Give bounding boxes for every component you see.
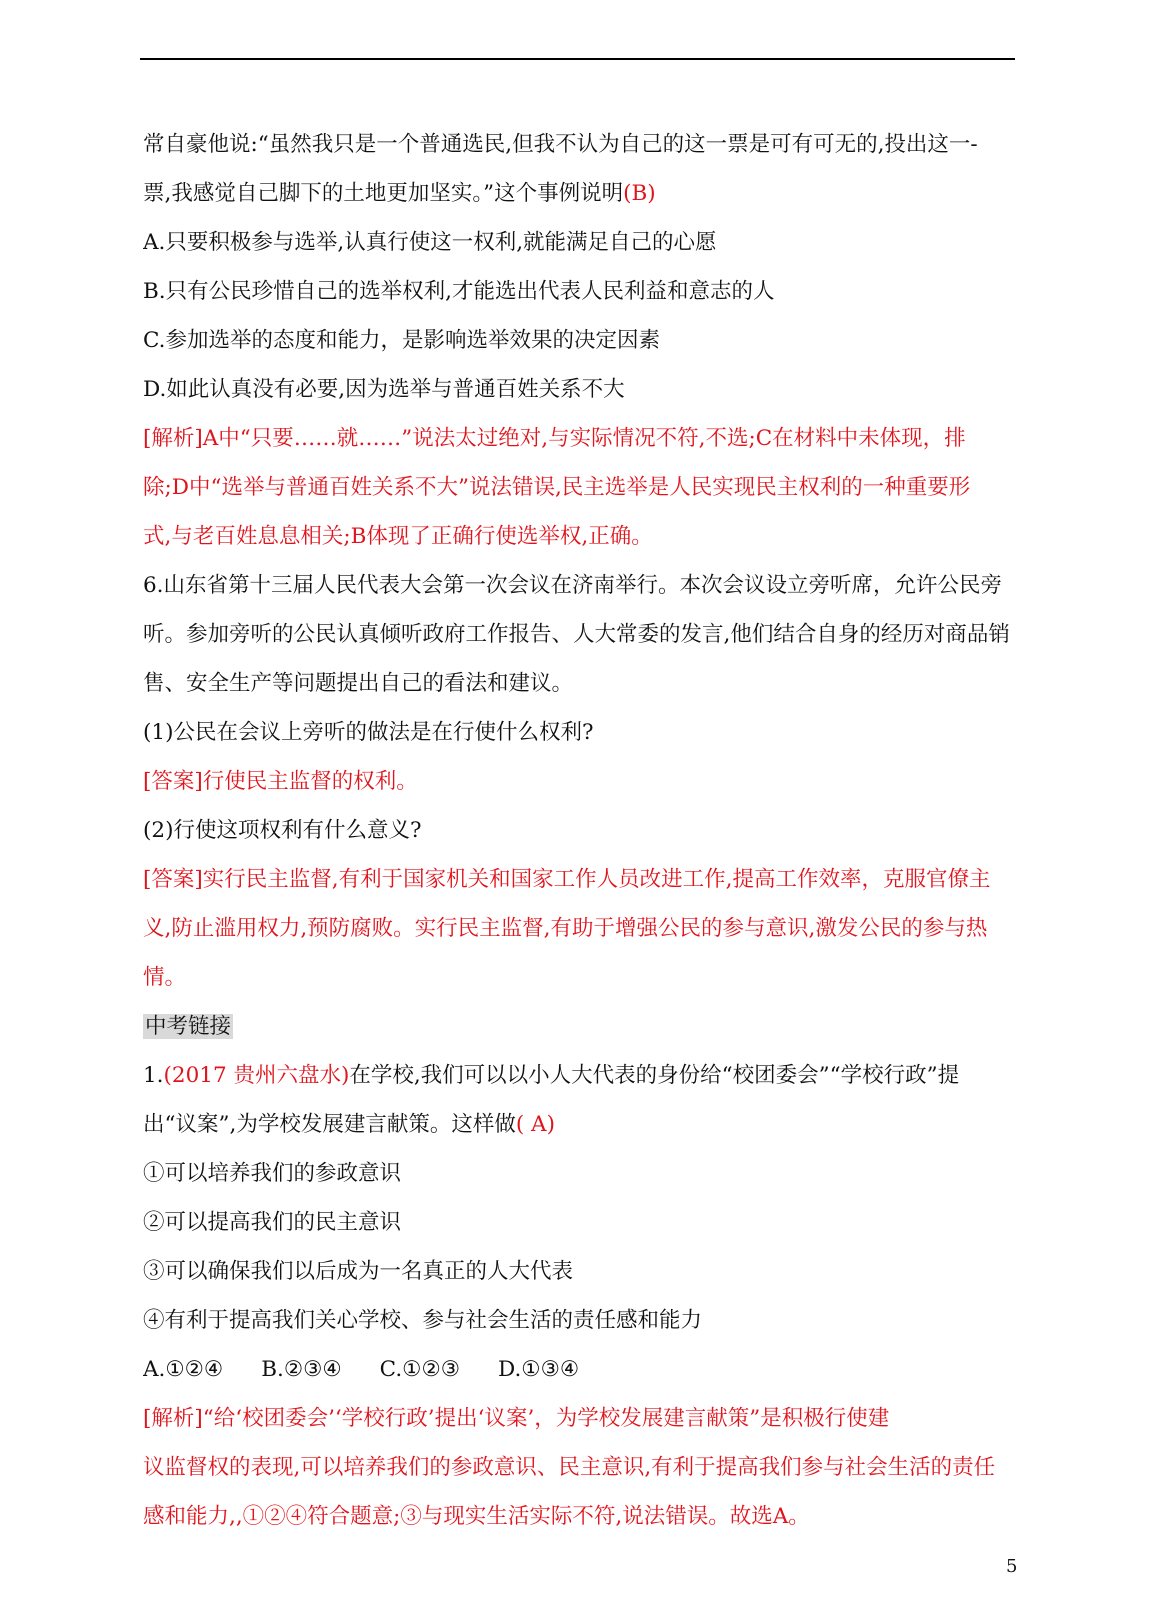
q5-option-c: C.参加选举的态度和能力，是影响选举效果的决定因素: [143, 328, 661, 353]
link1-analysis-line: 感和能力,,①②④符合题意;③与现实生活实际不符,说法错误。故选A。: [143, 1504, 810, 1529]
q6-subquestion-1: (1)公民在会议上旁听的做法是在行使什么权利?: [143, 720, 594, 745]
link1-source: (2017 贵州六盘水): [163, 1063, 350, 1088]
q5-option-a: A.只要积极参与选举,认真行使这一权利,就能满足自己的心愿: [143, 230, 717, 255]
link1-choice-b: B.②③④: [261, 1357, 342, 1382]
section-title: 中考链接: [145, 1014, 232, 1039]
q5-analysis-line: 式,与老百姓息息相关;B体现了正确行使选举权,正确。: [143, 524, 653, 549]
link1-choices: [143, 1345, 1018, 1394]
q6-answer-2-line: [答案]实行民主监督,有利于国家机关和国家工作人员改进工作,提高工作效率，克服官僚主: [143, 867, 991, 892]
link1-choice-d: D.①③④: [498, 1357, 580, 1382]
q6-answer-2-line: 义,防止滥用权力,预防腐败。实行民主监督,有助于增强公民的参与意识,激发公民的参与热: [143, 916, 988, 941]
link1-item-4: ④有利于提高我们关心学校、参与社会生活的责任感和能力: [143, 1308, 703, 1333]
link1-analysis-line: 议监督权的表现,可以培养我们的参政意识、民主意识,有利于提高我们参与社会生活的责任: [143, 1455, 996, 1480]
q5-analysis-line: [解析]A中“只要……就……”说法太过绝对,与实际情况不符,不选;C在材料中未体现，排: [143, 426, 966, 451]
link1-choice-a: A.①②④: [143, 1357, 224, 1382]
q5-answer: (B): [623, 181, 656, 206]
q6-stem-line: 6.山东省第十三届人民代表大会第一次会议在济南举行。本次会议设立旁听席，允许公民旁: [143, 573, 1003, 598]
header-rule: [140, 58, 1015, 60]
q5-option-b: B.只有公民珍惜自己的选举权利,才能选出代表人民利益和意志的人: [143, 279, 775, 304]
q6-stem-line: 售、安全生产等问题提出自己的看法和建议。: [143, 671, 574, 696]
q6-answer-2-line: 情。: [143, 965, 187, 990]
q5-analysis-line: 除;D中“选举与普通百姓关系不大”说法错误,民主选举是人民实现民主权利的一种重要形: [143, 475, 971, 500]
link1-stem-line: 1.(2017 贵州六盘水)在学校,我们可以以小人大代表的身份给“校团委会”“学校行政”提: [143, 1063, 960, 1088]
link1-item-1: ①可以培养我们的参政意识: [143, 1161, 402, 1186]
q6-stem-line: 听。参加旁听的公民认真倾听政府工作报告、人大常委的发言,他们结合自身的经历对商品销: [143, 622, 1010, 647]
section-title-row: [143, 1002, 1018, 1051]
q5-option-d: D.如此认真没有必要,因为选举与普通百姓关系不大: [143, 377, 625, 402]
q6-subquestion-2: (2)行使这项权利有什么意义?: [143, 818, 422, 843]
q5-stem-line: 票,我感觉自己脚下的土地更加坚实。”这个事例说明(B): [143, 181, 656, 206]
link1-stem-line: 出“议案”,为学校发展建言献策。这样做( A): [143, 1112, 555, 1137]
link1-item-2: ②可以提高我们的民主意识: [143, 1210, 402, 1235]
link1-choice-c: C.①②③: [379, 1357, 460, 1382]
page-number: 5: [1006, 1556, 1018, 1577]
link1-answer: ( A): [515, 1112, 555, 1137]
link1-item-3: ③可以确保我们以后成为一名真正的人大代表: [143, 1259, 574, 1284]
q6-answer-1: [答案]行使民主监督的权利。: [143, 769, 418, 794]
document-body: [143, 120, 1018, 1541]
link1-analysis-line: [解析]“给‘校团委会’‘学校行政’提出‘议案’，为学校发展建言献策”是积极行使建: [143, 1406, 890, 1431]
q5-stem-line: 常自豪他说:“虽然我只是一个普通选民,但我不认为自己的这一票是可有可无的,投出这一-: [143, 132, 978, 157]
